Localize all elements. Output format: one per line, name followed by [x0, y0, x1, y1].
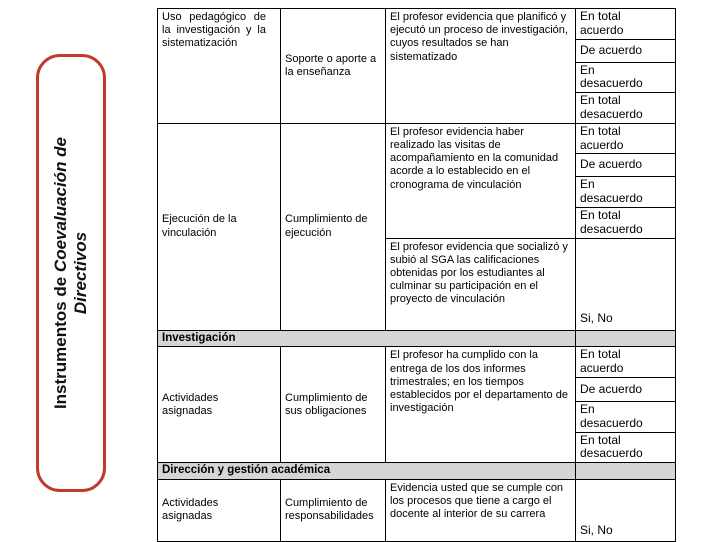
cell-aspecto-responsabilidades: Cumplimiento de responsabilidades — [281, 479, 386, 541]
option-en-total-acuerdo: En total acuerdo — [576, 347, 676, 378]
cell-indicador-procesos-carrera: Evidencia usted que se cumple con los procesos que tiene a cargo el docente al interior de su carrera — [386, 479, 576, 541]
slide-title-italic-1: Coevaluación de — [50, 136, 70, 273]
slide-title-normal: Instrumentos de — [50, 272, 70, 410]
slide-title-italic-2: Directivos — [71, 231, 90, 315]
option-en-desacuerdo: En desacuerdo — [576, 62, 676, 93]
evaluation-table — [157, 8, 676, 542]
section-header-investigacion: Investigación — [158, 330, 576, 347]
option-en-total-desacuerdo: En total desacuerdo — [576, 207, 676, 238]
option-si-no: Si, No — [576, 479, 676, 541]
cell-criterio-actividades-investigacion: Actividades asignadas — [158, 347, 281, 463]
option-de-acuerdo: De acuerdo — [576, 377, 676, 401]
cell-criterio-ejecucion-vinculacion: Ejecución de la vinculación — [158, 123, 281, 330]
cell-indicador-sga-calificaciones: El profesor evidencia que socializó y subió al SGA las calificaciones obtenidas por los estudiantes al culminar su participación en el proyecto de vinculación — [386, 238, 576, 330]
option-en-total-desacuerdo: En total desacuerdo — [576, 432, 676, 463]
slide-title-box — [36, 54, 106, 492]
section-band-spacer — [576, 463, 676, 480]
option-de-acuerdo: De acuerdo — [576, 39, 676, 62]
option-en-total-acuerdo: En total acuerdo — [576, 9, 676, 40]
option-si-no: Si, No — [576, 238, 676, 330]
option-de-acuerdo: De acuerdo — [576, 154, 676, 177]
cell-aspecto-obligaciones: Cumplimiento de sus obligaciones — [281, 347, 386, 463]
cell-criterio-uso-pedagogico: Uso pedagógico de la investigación y la sistematización — [158, 9, 281, 124]
option-en-desacuerdo: En desacuerdo — [576, 401, 676, 432]
section-band-spacer — [576, 330, 676, 347]
option-en-total-desacuerdo: En total desacuerdo — [576, 93, 676, 124]
cell-aspecto-soporte: Soporte o aporte a la enseñanza — [281, 9, 386, 124]
section-header-direccion: Dirección y gestión académica — [158, 463, 576, 480]
slide-title — [39, 54, 103, 492]
cell-aspecto-cumplimiento-ejecucion: Cumplimiento de ejecución — [281, 123, 386, 330]
slide-title-text — [51, 137, 92, 409]
cell-indicador-uso-pedagogico: El profesor evidencia que planificó y ejecutó un proceso de investigación, cuyos resultados se han sistematizado — [386, 9, 576, 124]
cell-indicador-informes-trimestrales: El profesor ha cumplido con la entrega de los dos informes trimestrales; en los tiempos establecidos por el departamento de investigación — [386, 347, 576, 463]
option-en-desacuerdo: En desacuerdo — [576, 177, 676, 208]
cell-indicador-visitas-acompanamiento: El profesor evidencia haber realizado las visitas de acompañamiento en la comunidad acorde a lo establecido en el cronograma de vinculación — [386, 123, 576, 238]
cell-criterio-actividades-direccion: Actividades asignadas — [158, 479, 281, 541]
option-en-total-acuerdo: En total acuerdo — [576, 123, 676, 154]
